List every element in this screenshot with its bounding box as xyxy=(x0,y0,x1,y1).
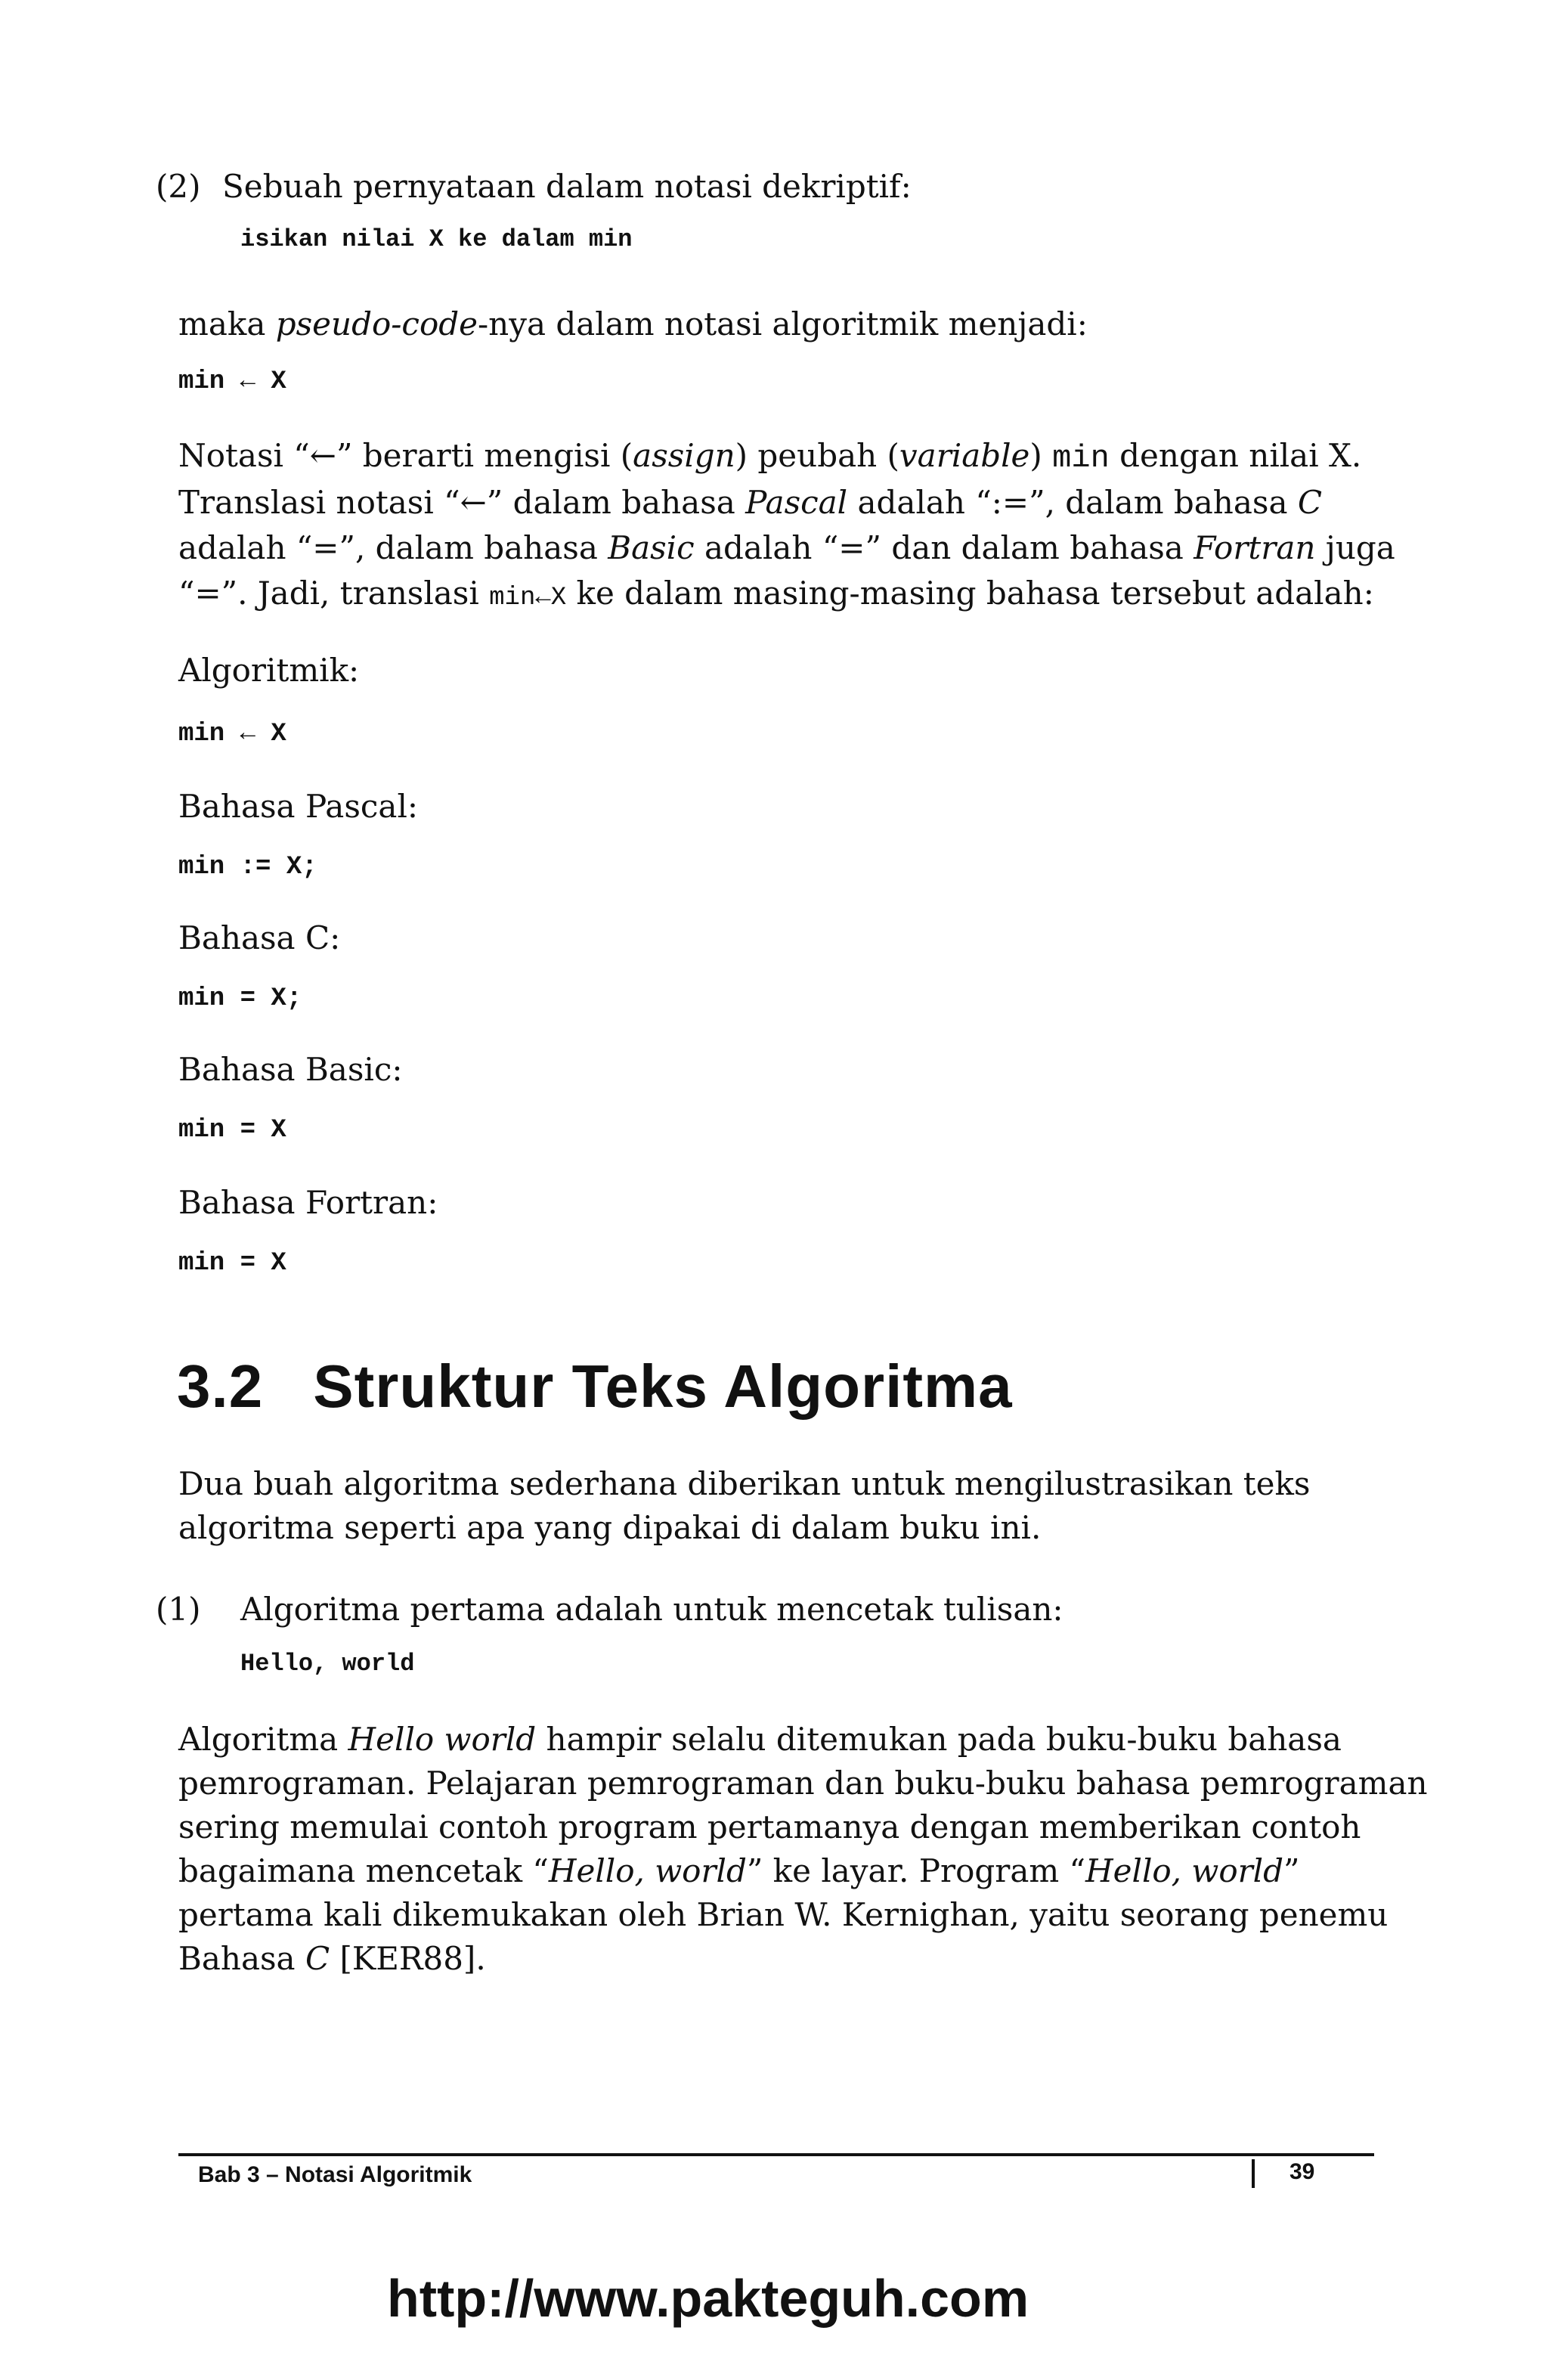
item-1-text: Algoritma pertama adalah untuk mencetak tulisan: xyxy=(240,1591,1063,1628)
hello-line-4: bagaimana mencetak “Hello, world” ke layar. Program “Hello, world” xyxy=(178,1852,1300,1889)
translation-label-algoritmik: Algoritmik: xyxy=(178,652,360,689)
hello-world-code: Hello, world xyxy=(240,1650,415,1678)
footer-divider xyxy=(1252,2159,1255,2188)
translation-code-algoritmik: min ← X xyxy=(178,720,286,748)
translation-label-c: Bahasa C: xyxy=(178,919,341,956)
pseudo-code-sentence: maka pseudo-code-nya dalam notasi algoritmik menjadi: xyxy=(178,305,1088,342)
translation-label-basic: Bahasa Basic: xyxy=(178,1051,403,1088)
translation-label-pascal: Bahasa Pascal: xyxy=(178,788,419,825)
section-title: Struktur Teks Algoritma xyxy=(313,1353,1013,1420)
item-2-intro: Sebuah pernyataan dalam notasi dekriptif: xyxy=(222,168,912,205)
item-1-number: (1) xyxy=(156,1591,201,1628)
watermark-url: http://www.pakteguh.com xyxy=(387,2269,1029,2328)
notasi-line-2: Translasi notasi “←” dalam bahasa Pascal adalah “:=”, dalam bahasa C xyxy=(178,484,1322,521)
notasi-line-4: “=”. Jadi, translasi min←X ke dalam masing-masing bahasa tersebut adalah: xyxy=(178,575,1374,612)
hello-line-6: Bahasa C [KER88]. xyxy=(178,1940,486,1977)
notasi-line-3: adalah “=”, dalam bahasa Basic adalah “=” dan dalam bahasa Fortran juga xyxy=(178,529,1395,566)
section-number: 3.2 xyxy=(177,1353,264,1420)
translation-code-fortran: min = X xyxy=(178,1249,286,1278)
translation-label-fortran: Bahasa Fortran: xyxy=(178,1184,438,1221)
hello-line-5: pertama kali dikemukakan oleh Brian W. Kernighan, yaitu seorang penemu xyxy=(178,1896,1389,1933)
hello-line-1: Algoritma Hello world hampir selalu ditemukan pada buku-buku bahasa xyxy=(178,1721,1342,1758)
hello-line-3: sering memulai contoh program pertamanya dengan memberikan contoh xyxy=(178,1808,1361,1845)
intro-line-2: algoritma seperti apa yang dipakai di dalam buku ini. xyxy=(178,1509,1042,1546)
hello-line-2: pemrograman. Pelajaran pemrograman dan buku-buku bahasa pemrograman xyxy=(178,1765,1428,1802)
footer-rule xyxy=(178,2153,1374,2156)
assign-code: min ← X xyxy=(178,367,286,396)
translation-code-pascal: min := X; xyxy=(178,853,317,882)
translation-code-c: min = X; xyxy=(178,984,302,1013)
footer-chapter: Bab 3 – Notasi Algoritmik xyxy=(198,2162,472,2187)
item-2-number: (2) xyxy=(156,168,201,205)
translation-code-basic: min = X xyxy=(178,1116,286,1145)
section-heading xyxy=(177,1352,1013,1421)
descriptive-notation-code: isikan nilai X ke dalam min xyxy=(240,225,633,253)
intro-line-1: Dua buah algoritma sederhana diberikan untuk mengilustrasikan teks xyxy=(178,1465,1311,1502)
page-number: 39 xyxy=(1289,2159,1315,2184)
notasi-line-1: Notasi “←” berarti mengisi (assign) peubah (variable) min dengan nilai X. xyxy=(178,437,1362,476)
